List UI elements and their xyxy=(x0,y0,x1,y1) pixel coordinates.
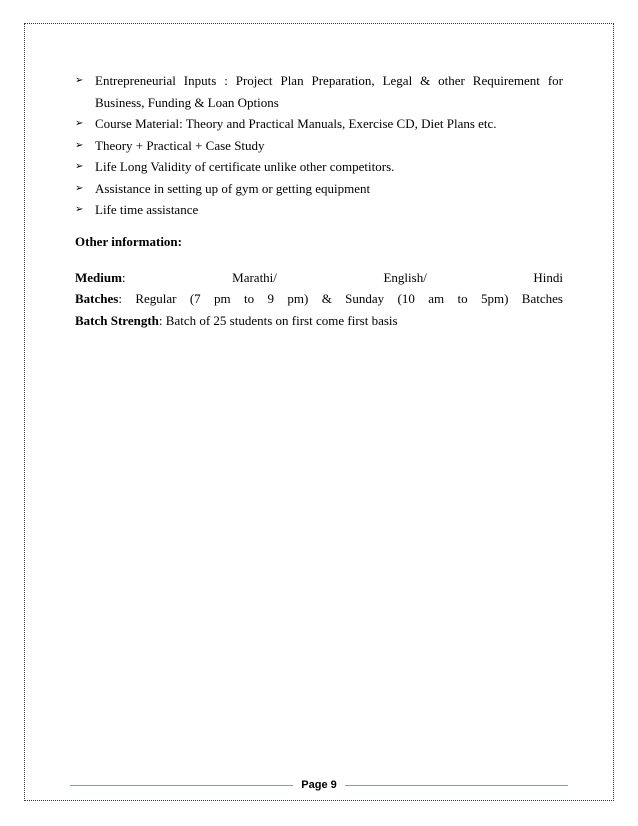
batches-word: 5pm) xyxy=(480,291,509,306)
batches-row xyxy=(75,288,563,310)
list-item xyxy=(75,199,563,221)
batch-strength-value: : Batch of 25 students on first come first basis xyxy=(158,312,398,328)
batches-word: to xyxy=(244,291,255,306)
list-item-text: Course Material: Theory and Practical Manuals, Exercise CD, Diet Plans etc. xyxy=(95,116,497,131)
list-item-text: Entrepreneurial Inputs : Project Plan Preparation, Legal & other Requirement for Business, Funding & Loan Options xyxy=(95,73,563,110)
arrow-right-icon: ➢ xyxy=(75,118,84,129)
arrow-right-icon: ➢ xyxy=(75,75,84,86)
medium-row xyxy=(75,267,563,289)
batches-word: 9 xyxy=(267,291,275,306)
medium-label-group xyxy=(75,267,126,289)
footer-rule-right xyxy=(345,785,568,786)
batches-word: Batches xyxy=(521,291,563,306)
batches-label: Batches xyxy=(75,291,119,306)
list-item xyxy=(75,178,563,200)
batches-word: Regular xyxy=(135,291,177,306)
other-information xyxy=(75,267,563,332)
list-item-text: Theory + Practical + Case Study xyxy=(95,137,265,153)
list-item-text: Assistance in setting up of gym or getting equipment xyxy=(95,180,371,196)
arrow-right-icon: ➢ xyxy=(75,161,84,172)
list-item xyxy=(75,113,563,135)
page-number: Page 9 xyxy=(301,779,337,791)
list-item-text: Life Long Validity of certificate unlike other competitors. xyxy=(95,159,395,174)
list-item xyxy=(75,135,563,157)
batch-strength-label: Batch Strength xyxy=(75,312,159,328)
medium-word: English/ xyxy=(383,269,427,285)
batches-word: (10 xyxy=(397,291,415,306)
batches-word: to xyxy=(457,291,468,306)
batches-word: pm xyxy=(214,291,231,306)
arrow-right-icon: ➢ xyxy=(75,204,84,215)
list-item xyxy=(75,156,563,178)
batch-strength-row xyxy=(75,310,563,332)
medium-word: Hindi xyxy=(533,269,563,285)
batches-word: (7 xyxy=(189,291,201,306)
arrow-right-icon: ➢ xyxy=(75,182,84,194)
batches-word: am xyxy=(428,291,445,306)
medium-label: Medium xyxy=(75,269,122,285)
medium-separator: : xyxy=(121,269,126,285)
batches-label-group xyxy=(75,288,122,310)
batches-word: pm) xyxy=(287,291,309,306)
list-item xyxy=(75,70,563,113)
batches-word: & xyxy=(321,291,332,306)
arrow-right-icon: ➢ xyxy=(75,139,84,151)
page-footer xyxy=(70,778,568,792)
footer-rule-left xyxy=(70,785,293,786)
medium-word: Marathi/ xyxy=(232,269,277,285)
batches-separator: : xyxy=(118,291,122,306)
list-item-text: Life time assistance xyxy=(95,202,199,217)
feature-list xyxy=(75,70,563,221)
batches-word: Sunday xyxy=(345,291,385,306)
page-content xyxy=(75,70,563,331)
other-information-heading: Other information: xyxy=(75,233,182,249)
